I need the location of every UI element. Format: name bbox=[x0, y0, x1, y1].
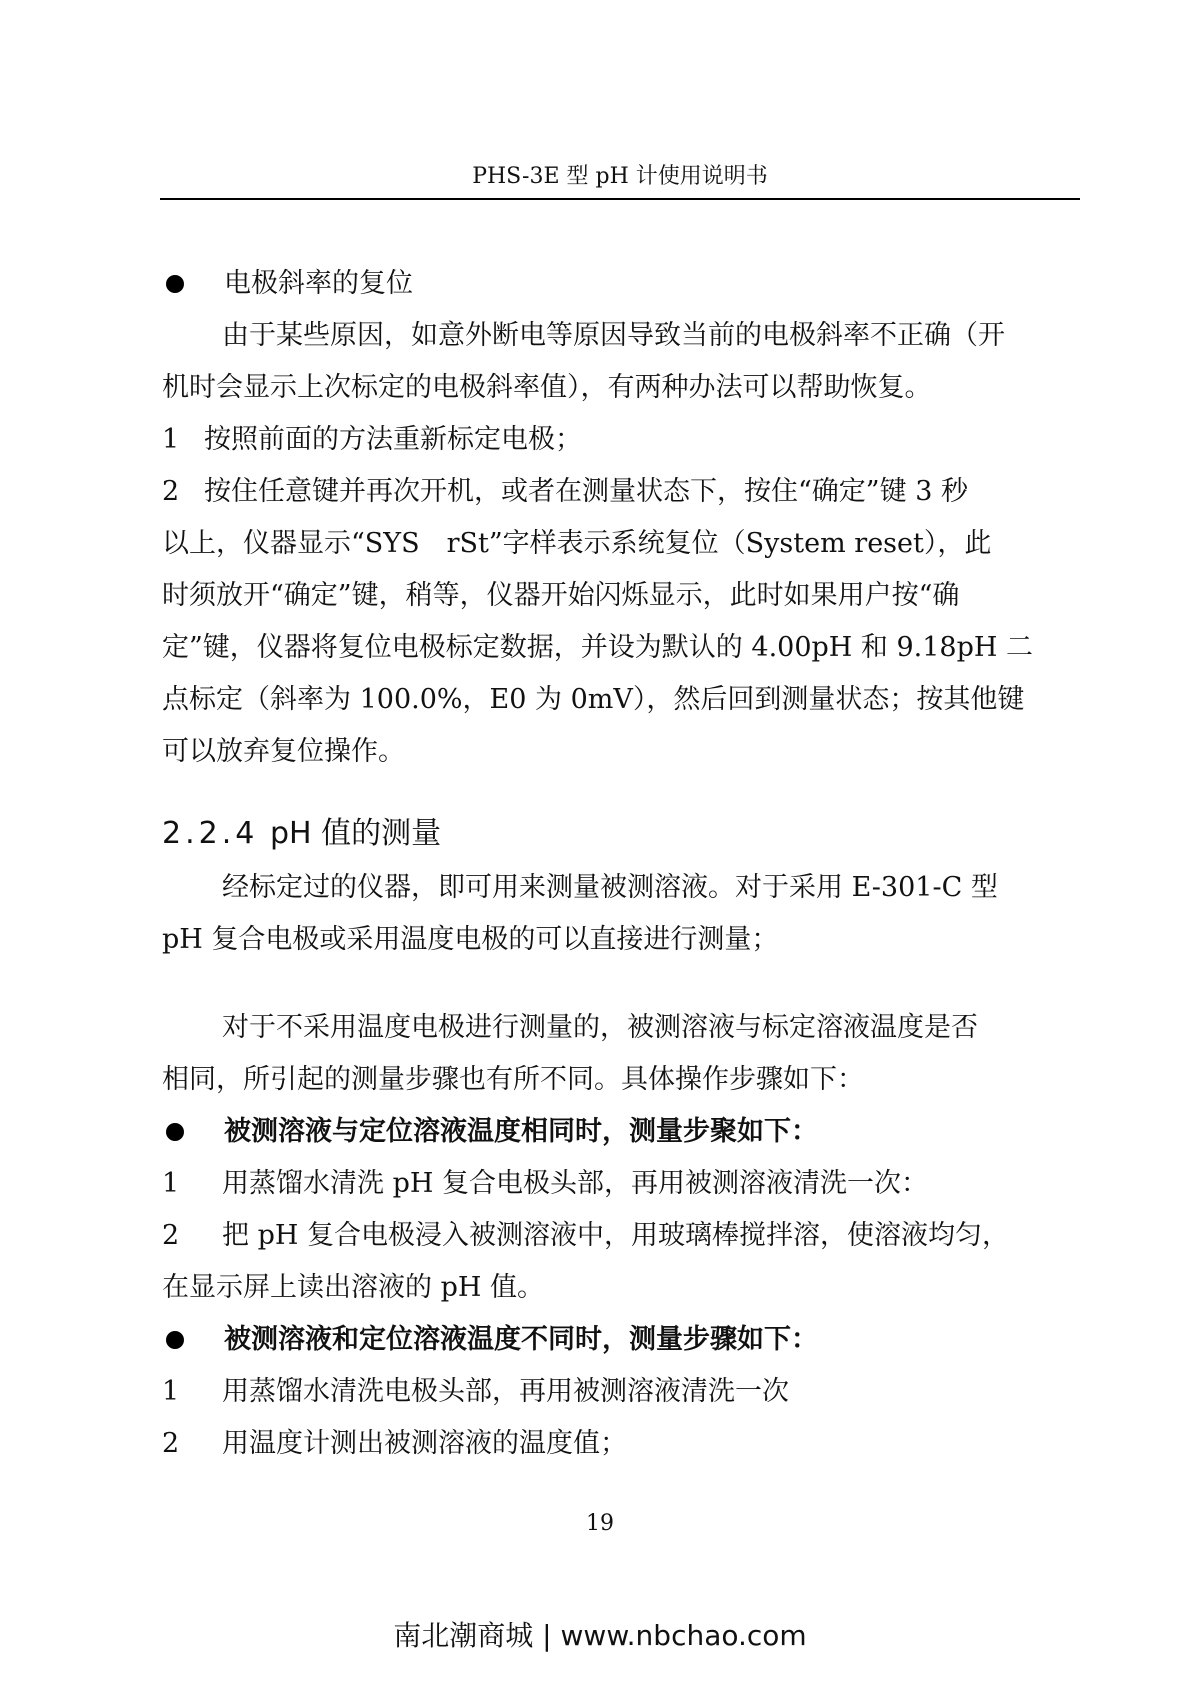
numbered-item bbox=[162, 1158, 1078, 1210]
paragraph-line: 机时会显示上次标定的电极斜率值），有两种办法可以帮助恢复。 bbox=[162, 372, 932, 403]
item-number: 2 bbox=[162, 1428, 180, 1459]
section-heading bbox=[162, 806, 1078, 862]
header-divider bbox=[160, 198, 1080, 200]
page-header-title: PHS-3E 型 pH 计使用说明书 bbox=[472, 164, 768, 189]
bullet-heading-different-temperature bbox=[162, 1314, 1078, 1366]
numbered-item bbox=[162, 1366, 1078, 1418]
item-text-continuation: 定”键，仪器将复位电极标定数据，并设为默认的 4.00pH 和 9.18pH 二 bbox=[162, 632, 1034, 663]
bullet-icon bbox=[166, 275, 184, 293]
site-watermark: 南北潮商城 | www.nbchao.com bbox=[393, 1619, 807, 1652]
item-number: 1 bbox=[162, 1168, 180, 1199]
item-text-continuation: 时须放开“确定”键，稍等，仪器开始闪烁显示，此时如果用户按“确 bbox=[162, 580, 960, 611]
item-text: 用蒸馏水清洗 pH 复合电极头部，再用被测溶液清洗一次： bbox=[222, 1168, 928, 1199]
numbered-item bbox=[162, 1418, 1078, 1470]
item-number: 1 bbox=[162, 1376, 180, 1407]
item-text: 把 pH 复合电极浸入被测溶液中，用玻璃棒搅拌溶，使溶液均匀， bbox=[222, 1220, 1009, 1251]
item-text: 按照前面的方法重新标定电极； bbox=[204, 424, 582, 455]
item-text: 用温度计测出被测溶液的温度值； bbox=[222, 1428, 627, 1459]
item-text-continuation: 在显示屏上读出溶液的 pH 值。 bbox=[162, 1272, 544, 1303]
document-body bbox=[162, 258, 1078, 1470]
bullet-heading-text: 被测溶液和定位溶液温度不同时，测量步骤如下： bbox=[224, 1324, 818, 1355]
item-text-continuation: 可以放弃复位操作。 bbox=[162, 736, 405, 767]
paragraph-line: pH 复合电极或采用温度电极的可以直接进行测量； bbox=[162, 924, 779, 955]
numbered-item bbox=[162, 466, 1078, 518]
section-number: 2.2.4 bbox=[162, 816, 259, 851]
page-number: 19 bbox=[586, 1511, 614, 1536]
paragraph-line: 经标定过的仪器，即可用来测量被测溶液。对于采用 E-301-C 型 bbox=[222, 872, 998, 903]
bullet-heading-electrode-reset bbox=[162, 258, 1078, 310]
bullet-heading-same-temperature bbox=[162, 1106, 1078, 1158]
item-text-continuation: 点标定（斜率为 100.0%，E0 为 0mV），然后回到测量状态；按其他键 bbox=[162, 684, 1025, 715]
bullet-heading-text: 被测溶液与定位溶液温度相同时，测量步聚如下： bbox=[224, 1116, 818, 1147]
item-text-continuation: 以上，仪器显示“SYS rSt”字样表示系统复位（System reset），此 bbox=[162, 528, 992, 559]
paragraph-line: 对于不采用温度电极进行测量的，被测溶液与标定溶液温度是否 bbox=[222, 1012, 978, 1043]
paragraph-line: 由于某些原因，如意外断电等原因导致当前的电极斜率不正确（开 bbox=[222, 320, 1005, 351]
bullet-icon bbox=[166, 1123, 184, 1141]
section-title: pH 值的测量 bbox=[270, 816, 442, 851]
bullet-heading-text: 电极斜率的复位 bbox=[224, 268, 413, 299]
item-text: 用蒸馏水清洗电极头部，再用被测溶液清洗一次 bbox=[222, 1376, 789, 1407]
paragraph-gap bbox=[162, 966, 1078, 1002]
item-number: 2 bbox=[162, 476, 180, 507]
numbered-item bbox=[162, 414, 1078, 466]
item-number: 1 bbox=[162, 424, 180, 455]
item-number: 2 bbox=[162, 1220, 180, 1251]
numbered-item bbox=[162, 1210, 1078, 1262]
paragraph-line: 相同，所引起的测量步骤也有所不同。具体操作步骤如下： bbox=[162, 1064, 864, 1095]
item-text: 按住任意键并再次开机，或者在测量状态下，按住“确定”键 3 秒 bbox=[204, 476, 968, 507]
bullet-icon bbox=[166, 1331, 184, 1349]
